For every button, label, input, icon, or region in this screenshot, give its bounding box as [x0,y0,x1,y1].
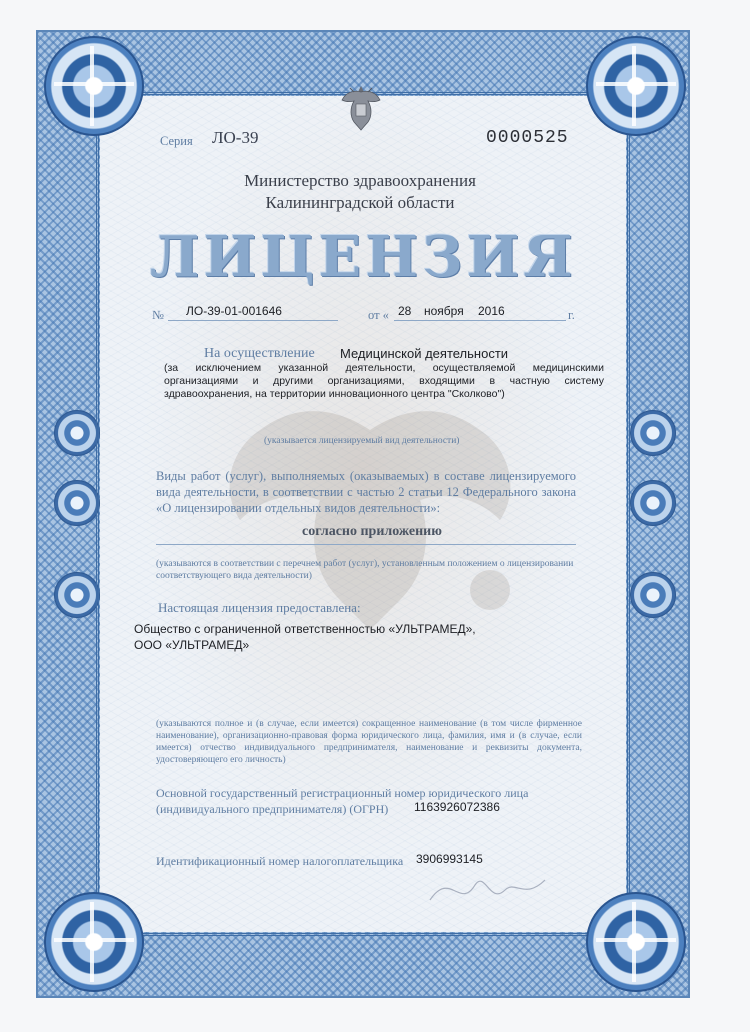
authority-line-1: Министерство здравоохранения [244,171,476,190]
number-underline [168,320,338,321]
inn-label: Идентификационный номер налогоплательщика [156,854,404,868]
works-text: Виды работ (услуг), выполняемых (оказываемых) в составе лицензируемого вида деятельности, в соответствии с частью 2 статьи 12 Федерального закона «О лицензировании отдельных видов деятельности»: [156,469,576,515]
ogrn-label-2: (индивидуального предпринимателя) (ОГРН) [156,802,389,816]
activity-hint: (указывается лицензируемый вид деятельности) [264,436,460,446]
coat-of-arms-icon [336,82,386,138]
works-underline [156,544,576,545]
corner-rosette [44,36,144,136]
issuing-authority [150,170,570,214]
inn-value: 3906993145 [416,852,483,866]
right-medallion [630,572,676,618]
activity-label: На осуществление [204,346,315,361]
authority-line-2: Калининградской области [265,193,455,212]
holder-short-name: ООО «УЛЬТРАМЕД» [134,638,250,652]
ogrn-value: 1163926072386 [414,800,500,814]
ogrn-label-1: Основной государственный регистрационный номер юридического лица [156,786,529,800]
right-medallion [630,480,676,526]
license-year: 2016 [478,304,505,318]
left-medallion [54,480,100,526]
corner-rosette [44,892,144,992]
works-value: согласно приложению [302,524,442,539]
series-value: ЛО-39 [212,128,259,147]
date-underline [394,320,566,321]
signature-mark [420,860,560,920]
corner-rosette [586,892,686,992]
holder-full-name: Общество с ограниченной ответственностью «УЛЬТРАМЕД», [134,622,476,636]
year-suffix: г. [568,308,575,322]
license-number: ЛО-39-01-001646 [186,304,282,318]
left-medallion [54,572,100,618]
blank-number: 0000525 [486,128,569,148]
left-medallion [54,410,100,456]
activity-note: (за исключением указанной деятельности, осуществляемой медицинскими организациями и другими организациями, входящими в частную систему здравоохранения, на территории инновационного центра "Сколково") [164,362,604,400]
corner-rosette [586,36,686,136]
document-title: ЛИЦЕНЗИЯ [150,224,577,290]
date-prefix: от « [368,308,389,322]
holder-label: Настоящая лицензия предоставлена: [158,600,361,615]
holder-hint: (указываются полное и (в случае, если имеется) сокращенное наименование (в том числе фирменное наименование), организационно-правовая форма юридического лица, фамилия, имя и (в случае, если имеется) отчество индивидуального предпринимателя, наименование и реквизиты документа, удостоверяющего его личность) [156,719,582,765]
number-prefix: № [152,308,164,322]
works-hint: (указываются в соответствии с перечнем работ (услуг), установленным положением о лицензировании соответствующего вида деятельности) [156,559,574,581]
license-day: 28 [398,304,412,318]
right-medallion [630,410,676,456]
series-label: Серия [160,134,193,148]
activity-value: Медицинской деятельности [340,346,509,361]
license-month: ноября [424,304,464,318]
